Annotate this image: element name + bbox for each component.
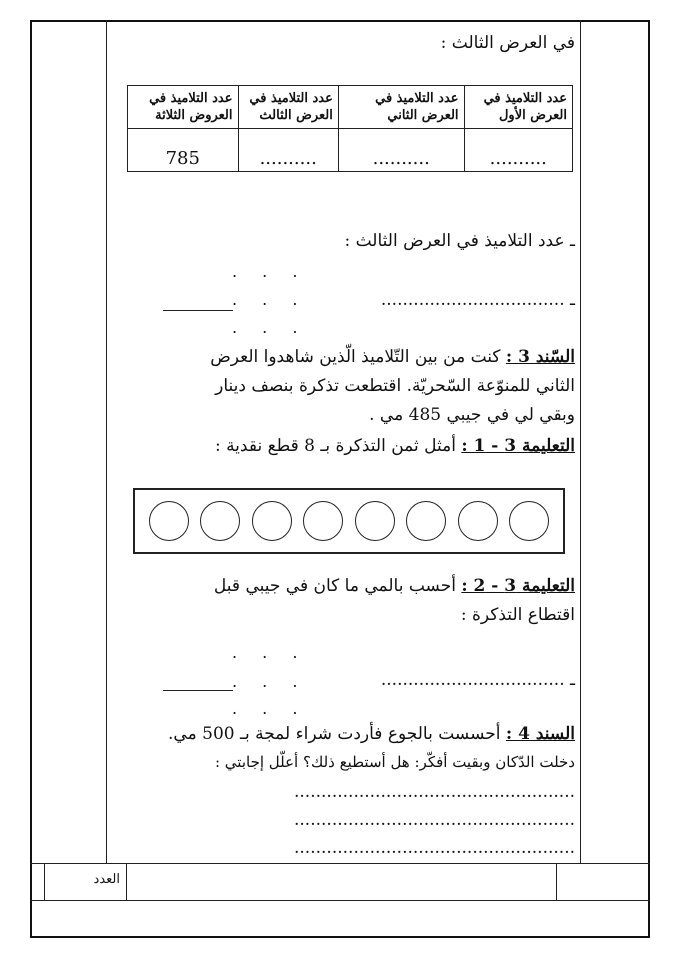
answer-line[interactable]: ـ .................................. — [380, 670, 575, 690]
dots-row: . . . — [232, 643, 308, 662]
students-table — [127, 85, 573, 172]
table-header: عدد التلاميذ في العروض الثلاثة — [128, 86, 239, 129]
table-cell-total: 785 — [128, 129, 239, 172]
coin-circle[interactable] — [149, 501, 189, 541]
sanad3-text: كنت من بين التّلاميذ الّذين شاهدوا العرض — [210, 347, 501, 367]
dots-row: . . . — [232, 290, 308, 309]
footer-divider — [44, 863, 45, 900]
table-cell[interactable]: .......... — [238, 129, 338, 172]
task31-line — [150, 436, 575, 456]
dots-row: . . . — [232, 262, 308, 281]
task32-text: أحسب بالمي ما كان في جيبي قبل — [213, 576, 456, 596]
right-margin-line — [580, 20, 581, 863]
coin-circle[interactable] — [303, 501, 343, 541]
answer-line[interactable]: .................................................... — [294, 810, 575, 830]
answer-line[interactable]: .................................................... — [294, 838, 575, 858]
dots-row: . . . — [232, 699, 308, 718]
table-header: عدد التلاميذ في العرض الأول — [464, 86, 572, 129]
dots-row: . . . — [232, 318, 308, 337]
table-header: عدد التلاميذ في العرض الثاني — [338, 86, 464, 129]
footer-top-line — [30, 863, 650, 864]
table-cell[interactable]: .......... — [338, 129, 464, 172]
sanad4-text: أحسست بالجوع فأردت شراء لمجة بـ 500 مي. — [168, 724, 501, 744]
answer-line[interactable]: ـ .................................. — [380, 290, 575, 310]
coin-circle[interactable] — [509, 501, 549, 541]
coin-circle[interactable] — [458, 501, 498, 541]
coins-box — [133, 488, 565, 554]
sanad4-text: دخلت الدّكان وبقيت أفكّر: هل أستطيع ذلك؟ أعلّل إجابتي : — [214, 753, 575, 771]
task31-label: التعليمة 3 - 1 : — [461, 436, 575, 456]
coin-circle[interactable] — [406, 501, 446, 541]
coin-circle[interactable] — [355, 501, 395, 541]
task32-text: اقتطاع التذكرة : — [460, 605, 575, 625]
operation-bar — [163, 690, 233, 691]
sanad3-text: وبقي لي في جيبي 485 مي . — [369, 405, 575, 425]
sanad4-line1 — [113, 724, 575, 744]
footer-divider — [556, 863, 557, 900]
dots-row: . . . — [232, 672, 308, 691]
third-show-line: ـ عدد التلاميذ في العرض الثالث : — [344, 231, 575, 251]
task32-label: التعليمة 3 - 2 : — [461, 576, 575, 596]
footer-bottom-line — [30, 900, 650, 901]
sanad3-label: السّند 3 : — [505, 347, 575, 367]
left-margin-line — [106, 20, 107, 863]
section-heading: في العرض الثالث : — [440, 33, 575, 53]
sanad3-line1 — [113, 347, 575, 367]
table-header: عدد التلاميذ في العرض الثالث — [238, 86, 338, 129]
footer-divider — [126, 863, 127, 900]
score-label: العدد — [93, 872, 120, 887]
coin-circle[interactable] — [200, 501, 240, 541]
sanad3-text: الثاني للمنوّعة السّحريّة. اقتطعت تذكرة بنصف دينار — [215, 376, 575, 396]
task31-text: أمثل ثمن التذكرة بـ 8 قطع نقدية : — [214, 436, 456, 456]
sanad4-label: السند 4 : — [505, 724, 575, 744]
coin-circle[interactable] — [252, 501, 292, 541]
table-cell[interactable]: .......... — [464, 129, 572, 172]
task32-line — [113, 576, 575, 596]
answer-line[interactable]: .................................................... — [294, 782, 575, 802]
operation-bar — [163, 310, 233, 311]
